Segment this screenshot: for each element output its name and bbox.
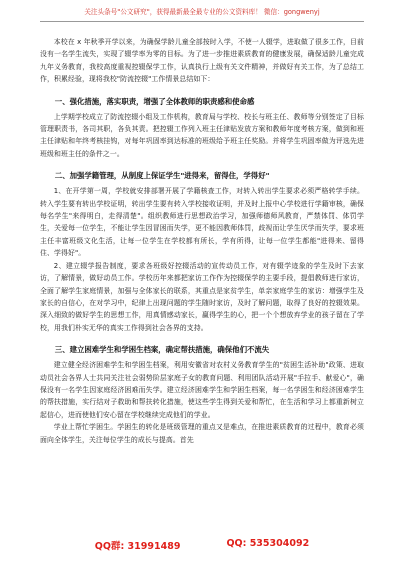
section-3-paragraph-2: 学业上帮忙学困生。学困生的转化是班级管理的重点又是难点，在推进素质教育的过程中，教育必须面向全体学生，关注每位学生的成长与提高。首先: [40, 423, 364, 444]
section-1-paragraph: 上学期学校成立了防流控辍小组及工作机构，教育局与学校、校长与班主任、教师等分别签定了目标管理职责书，各司其职，各负其责。把控辍工作列入班主任津贴发放方案和教师年度考核方案，做到和班主任津贴和年终考核挂钩，对每年巩固率到达标准的班级给予班主任奖励。并将学生巩固率做为评选先进班级和班主任的条件之一。: [40, 112, 364, 158]
footer-qq-group: QQ群: 31991489: [94, 541, 181, 552]
header-banner: 关注头条号"公文研究"，获得最新最全最专业的公文资料库！ 微信：gongwenyj: [40, 6, 364, 22]
footer-qq: QQ: 535304092: [226, 538, 310, 549]
intro-paragraph: 本校在 x 年秋季开学以来，为确保学龄儿童全部按时入学，不使一人辍学，进取做了很多工作，目前没有一名学生流失，实现了辍学率为零的目标。为了进一步推进素质教育的健康发展，确保适龄儿童完成九年义务教育，我校高度重视控辍保学工作，认真执行上级有关文件精神，并做好有关工作，为了总结工作，积累经验，现将我校"防流控辍"工作情景总结如下：: [40, 38, 364, 84]
section-heading-2: 二、加强学籍管理，从制度上保证学生"进得来，留得住，学得好": [54, 171, 270, 181]
footer: [40, 538, 364, 552]
section-2-paragraph-1: 1、在开学第一周，学校就安排部署开展了学籍核查工作，对转入转出学生要求必须严格转学手续。转入学生要有转出学校证明，转出学生要有转入学校接收证明，并及时上报中心学校进行学籍审核，确保每名学生"来得明白，走得清楚"。组织教师进行思想政治学习，加强师德师风教育，严禁体罚、体罚学生，关爱每一位学生，不能让学生因冒困而失学，更不能因教师体罚，歧视而让学生厌学而失学，要求班主任丰富班级文化生活，让每一位学生在学校都有所长，学有所得，让每一位学生都能"进得来、留得住、学得好"。: [40, 187, 364, 258]
section-heading-3: 三、建立困难学生和学困生档案，确定帮扶措施，确保他们不流失: [54, 345, 270, 355]
document-body: [40, 36, 364, 446]
section-3-paragraph-1: 建立健全经济困难学生和学困生档案，利用安徽省对农村义务教育学生的"贫困生活补助"政策、进取动员社会各界人士共同关注社会弱势阶层家庭子女的教育问题、利用团队活动开展"手拉手、献爱心"，确保没有一名学生因家庭经济困难而失学。建立经济困难学生和学困生档案，每一名学困生和经济困难学生的帮扶措施，实行结对子救助和帮扶转化措施，使这些学生得到关爱和帮忙，在生活和学习上都重新树立起信心，进而使他们安心留在学校继续完成他们的学业。: [40, 361, 364, 419]
section-2-paragraph-2: 2、建立辍学报告制度，要求各班级好控辍活动的宣传动员工作，对有辍学迹象的学生及时下去家访，了解情景，做好动员工作。学校历年来都把家访工作作为控辍保学的主要手段，提倡教师进行家访，全面了解学生家庭情景，加强与全体家长的联系，其重点是家贫学生，单亲家庭学生的家访：增强学生及家长的自信心，在对学习中，纪律上出现问题的学生随时家访，及时了解问题，取得了良好的控辍效果。深入细致的做好学生的思想工作，用真情感动家长，赢得学生的心，把一个个想放弃学业的孩子留在了学校，用我们朴实无华的真实工作得到社会各界的支持。: [40, 261, 364, 332]
section-heading-1: 一、强化措施，落实职责，增强了全体教师的职责感和使命感: [54, 96, 255, 106]
